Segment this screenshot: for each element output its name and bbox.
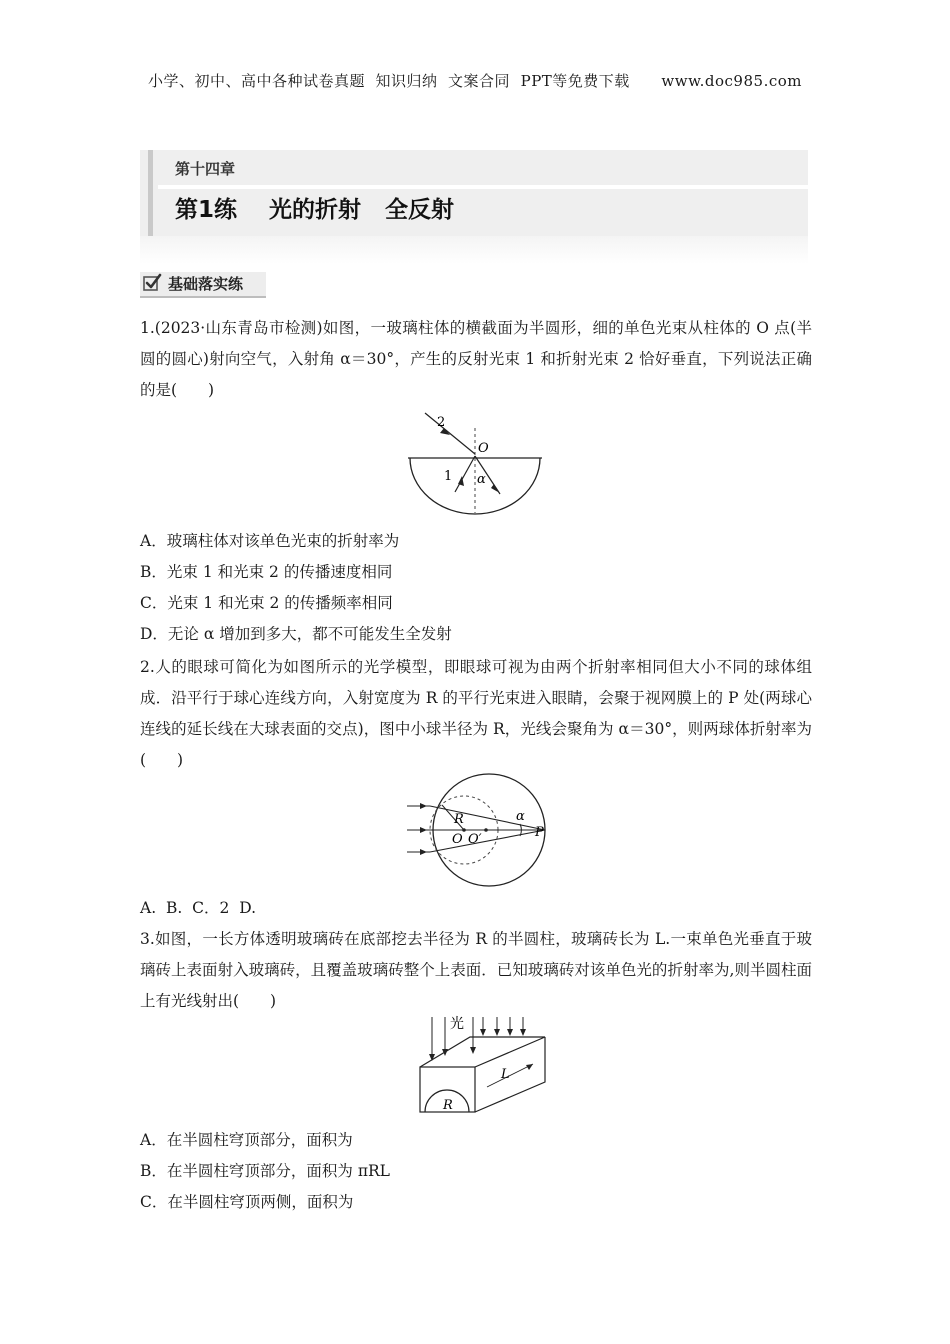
question-2-figure [402, 773, 554, 888]
fig2-label-o: O [452, 832, 463, 847]
question-2-options: A. B. C．2 D. [140, 899, 257, 917]
chapter-divider [158, 185, 808, 189]
question-3-option-c: C．在半圆柱穹顶两侧，面积为 [140, 1193, 354, 1211]
question-3-option-b: B．在半圆柱穹顶部分，面积为 πRL [140, 1162, 390, 1180]
checkbox-icon [142, 272, 162, 292]
question-3-figure [415, 1012, 550, 1117]
fig1-label-alpha: α [477, 472, 486, 487]
question-2-stem: 2.人的眼球可简化为如图所示的光学模型，即眼球可视为由两个折射率相同但大小不同的球体组成．沿平行于球心连线方向，入射宽度为 R 的平行光束进入眼睛，会聚于视网膜上的 P 处(两球心连线的延长线在大球表面的交点)，图中小球半径为 R，光线会聚角为 α＝30°，则两球体折射率为( ) [140, 658, 812, 769]
chapter-shadow [140, 236, 808, 264]
fig2-label-alpha: α [516, 809, 525, 824]
fig3-label-light: 光 [450, 1016, 464, 1032]
fig1-label-o: O [478, 441, 489, 456]
fig1-label-2: 2 [437, 415, 446, 430]
section-title: 基础落实练 [168, 275, 244, 293]
fig1-label-1: 1 [444, 469, 453, 484]
question-1-option-b: B．光束 1 和光束 2 的传播速度相同 [140, 563, 393, 581]
question-1-option-d: D．无论 α 增加到多大，都不可能发生全发射 [140, 625, 452, 643]
question-3-option-a: A．在半圆柱穹顶部分，面积为 [140, 1131, 353, 1149]
question-1-stem: 1.(2023·山东青岛市检测)如图，一玻璃柱体的横截面为半圆形，细的单色光束从柱体的 O 点(半圆的圆心)射向空气，入射角 α＝30°，产生的反射光束 1 和折射光束 2 恰好垂直，下列说法正确的是( ) [140, 319, 812, 399]
fig3-label-l: L [501, 1067, 510, 1082]
chapter-accent-bar [148, 150, 153, 236]
fig2-label-r: R [454, 812, 464, 827]
chapter-title: 第1练 光的折射 全反射 [175, 197, 455, 223]
question-3-stem: 3.如图，一长方体透明玻璃砖在底部挖去半径为 R 的半圆柱，玻璃砖长为 L.一束单色光垂直于玻璃砖上表面射入玻璃砖，且覆盖玻璃砖整个上表面．已知玻璃砖对该单色光的折射率为,则半圆柱面上有光线射出( ) [140, 930, 812, 1010]
question-1-option-c: C．光束 1 和光束 2 的传播频率相同 [140, 594, 393, 612]
question-1-figure [400, 408, 550, 518]
question-1-option-a: A．玻璃柱体对该单色光束的折射率为 [140, 532, 400, 550]
chapter-label: 第十四章 [175, 160, 236, 178]
fig2-label-o-prime: O′ [468, 832, 482, 847]
page-header: 小学、初中、高中各种试卷真题 知识归纳 文案合同 PPT等免费下载 www.doc985.com [147, 72, 802, 90]
fig2-label-p: P [535, 825, 544, 840]
fig3-label-r: R [443, 1098, 453, 1113]
